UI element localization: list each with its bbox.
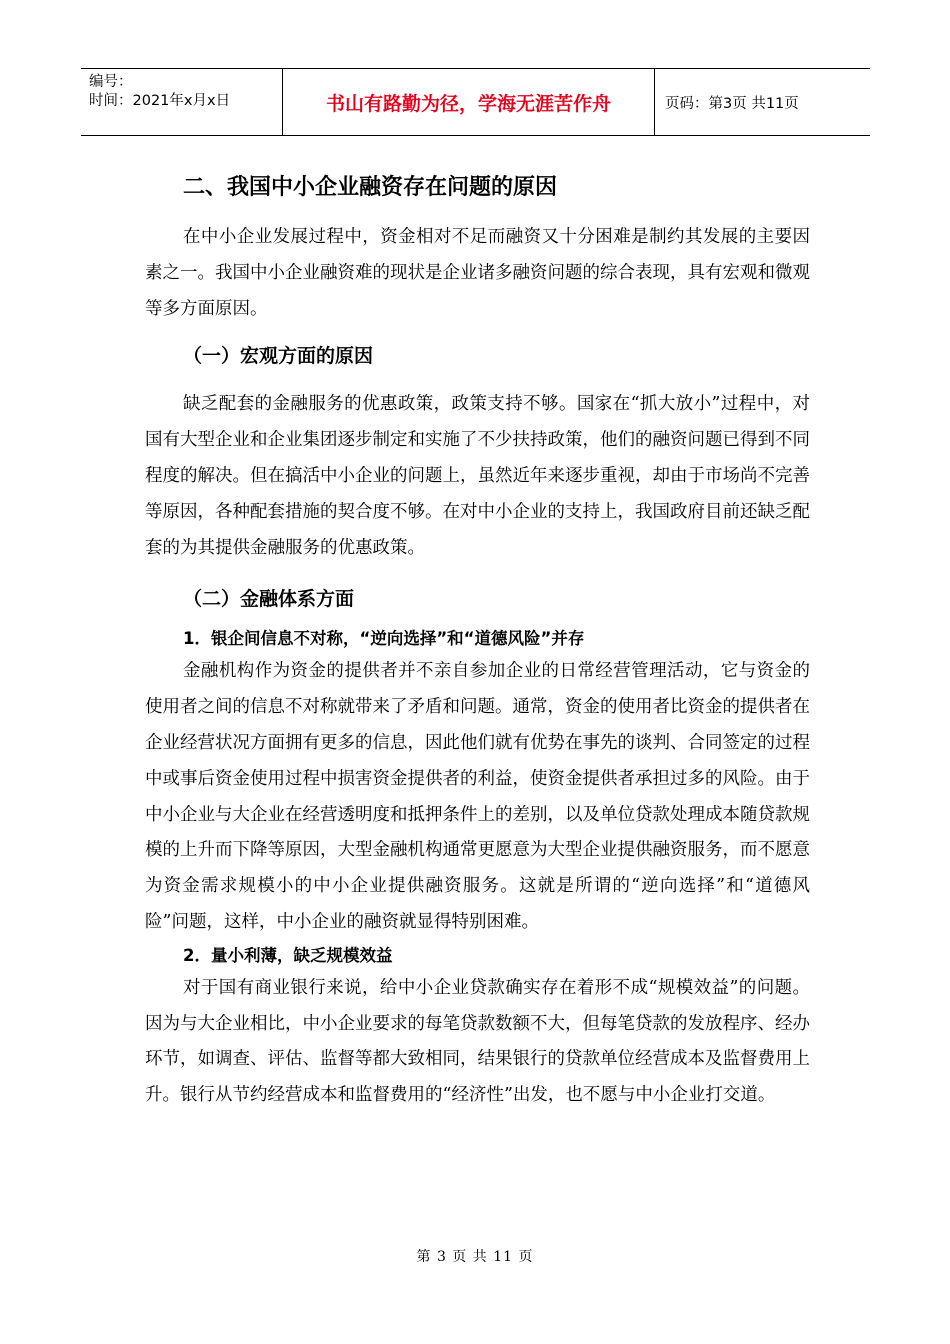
subsection2-paragraph: 对于国有商业银行来说，给中小企业贷款确实存在着形不成“规模效益”的问题。因为与大企业相比，中小企业要求的每笔贷款数额不大，但每笔贷款的发放程序、经办环节，如调查、评估、监督等都大致相同，结果银行的贷款单位经营成本及监督费用上升。银行从节约经营成本和监督费用的“经济性”出发，也不愿与中小企业打交道。	[145, 977, 810, 1106]
header-table	[81, 68, 870, 136]
document-body	[145, 168, 810, 1114]
time-label: 时间：2021年x月x日	[89, 93, 231, 109]
section-title: 二、我国中小企业融资存在问题的原因	[183, 175, 558, 200]
intro-paragraph: 在中小企业发展过程中，资金相对不足而融资又十分困难是制约其发展的主要因素之一。我国中小企业融资难的现状是企业诸多融资问题的综合表现，具有宏观和微观等多方面原因。	[145, 227, 810, 319]
header-motto: 书山有路勤为径，学海无涯苦作舟	[282, 69, 655, 135]
header-meta	[81, 69, 282, 135]
section1-heading: （一）宏观方面的原因	[183, 345, 374, 368]
code-label: 编号：	[89, 74, 133, 90]
page-footer: 第 3 页 共 11 页	[416, 1249, 534, 1265]
section2-heading: （二）金融体系方面	[183, 588, 355, 611]
subsection2-heading: 2．量小利薄，缺乏规模效益	[183, 945, 393, 965]
subsection1-paragraph: 金融机构作为资金的提供者并不亲自参加企业的日常经营管理活动，它与资金的使用者之间的信息不对称就带来了矛盾和问题。通常，资金的使用者比资金的提供者在企业经营状况方面拥有更多的信息，因此他们就有优势在事先的谈判、合同签定的过程中或事后资金使用过程中损害资金提供者的利益，使资金提供者承担过多的风险。由于中小企业与大企业在经营透明度和抵押条件上的差别，以及单位贷款处理成本随贷款规模的上升而下降等原因，大型金融机构通常更愿意为大型企业提供融资服务，而不愿意为资金需求规模小的中小企业提供融资服务。这就是所谓的“逆向选择”和“道德风险”问题，这样，中小企业的融资就显得特别困难。	[145, 661, 810, 932]
section1-paragraph: 缺乏配套的金融服务的优惠政策，政策支持不够。国家在“抓大放小”过程中，对国有大型企业和企业集团逐步制定和实施了不少扶持政策，他们的融资问题已得到不同程度的解决。但在搞活中小企业的问题上，虽然近年来逐步重视，却由于市场尚不完善等原因，各种配套措施的契合度不够。在对中小企业的支持上，我国政府目前还缺乏配套的为其提供金融服务的优惠政策。	[145, 394, 810, 558]
header-page-info: 页码：第3页 共11页	[665, 95, 799, 112]
subsection1-heading: 1．银企间信息不对称，“逆向选择”和“道德风险”并存	[183, 629, 585, 649]
